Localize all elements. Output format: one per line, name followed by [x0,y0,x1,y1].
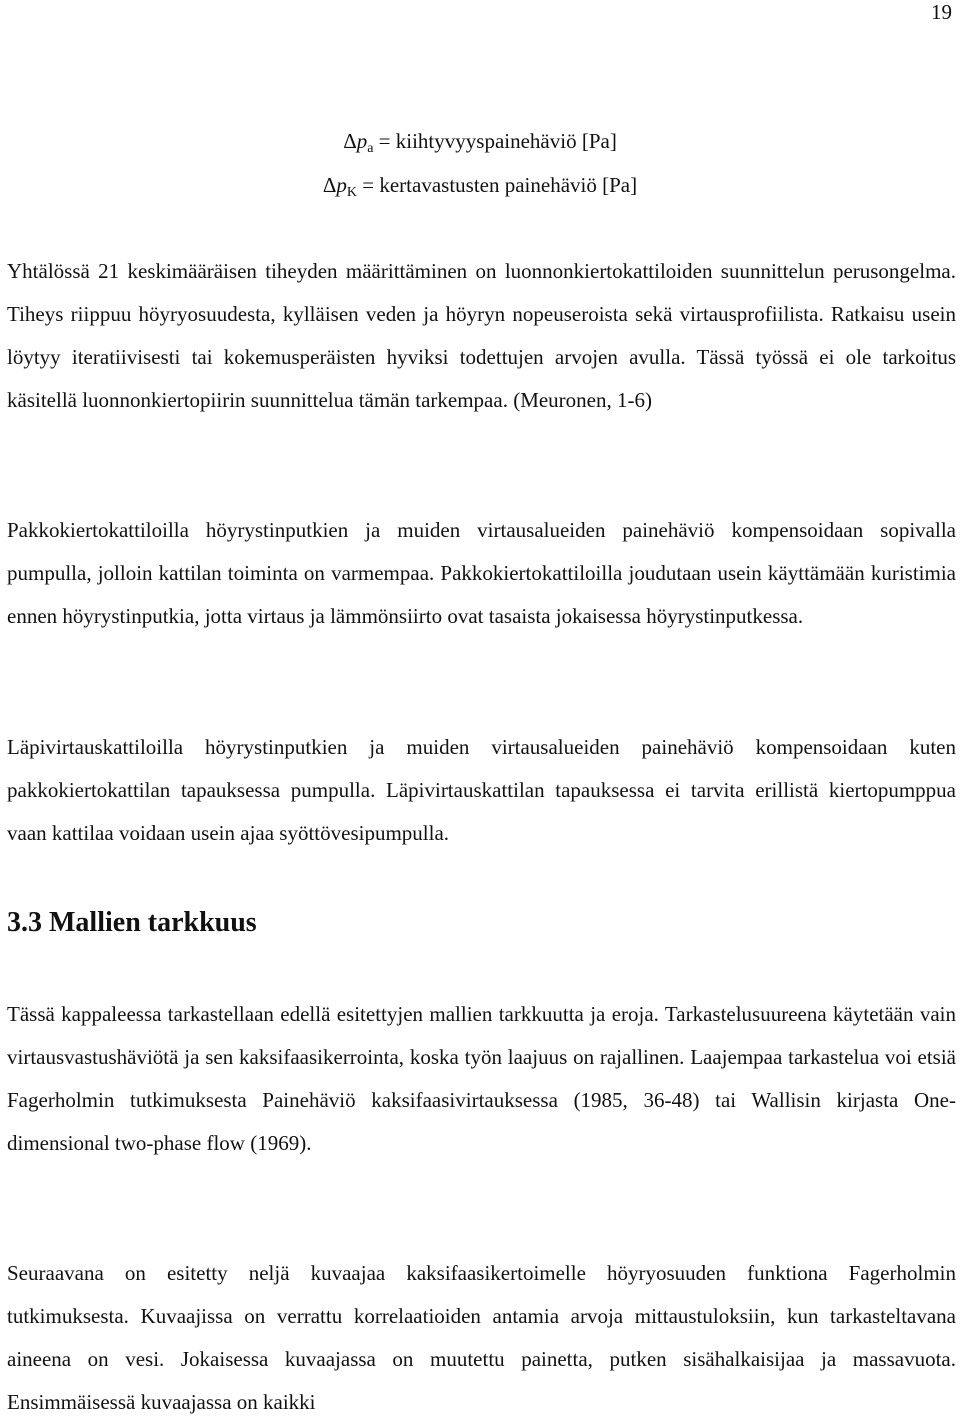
page-number: 19 [931,0,952,24]
variable-symbol: p [356,129,368,153]
delta-symbol: Δ [322,173,337,197]
variable-symbol: p [336,173,347,197]
symbol-description: = kiihtyvyyspainehäviö [Pa] [373,129,617,153]
delta-symbol: Δ [343,129,357,153]
body-paragraph: Tässä kappaleessa tarkastellaan edellä esitettyjen mallien tarkkuutta ja eroja. Tarkastelusuureena käytetään vain virtausvastushäviötä ja sen kaksifaasikerrointa, koska työn laajuus on rajallinen. Laajempaa tarkastelua voi etsiä Fagerholmin tutkimuksesta Painehäviö kaksifaasivirtauksessa (1985, 36-48) tai Wallisin kirjasta One-dimensional two-phase flow (1969). [7,1002,956,1155]
body-paragraph: Seuraavana on esitetty neljä kuvaajaa kaksifaasikertoimelle höyryosuuden funktiona Fagerholmin tutkimuksesta. Kuvaajissa on verrattu korrelaatioiden antamia arvoja mittaustuloksiin, kun tarkasteltavana aineena on vesi. Jokaisessa kuvaajassa on muutettu painetta, putken sisähalkaisijaa ja massavuota. Ensimmäisessä kuvaajassa on kaikki [7,1261,956,1414]
variable-subscript: K [346,185,358,200]
symbol-definition [0,172,960,206]
variable-subscript: a [367,141,374,156]
body-paragraph: Läpivirtauskattiloilla höyrystinputkien ja muiden virtausalueiden painehäviö kompensoidaan kuten pakkokiertokattilan tapauksessa pumpulla. Läpivirtauskattilan tapauksessa ei tarvita erillistä kiertopumppua vaan kattilaa voidaan usein ajaa syöttövesipumpulla. [7,735,956,845]
section-heading: 3.3 Mallien tarkkuus [7,907,257,938]
body-paragraph: Pakkokiertokattiloilla höyrystinputkien ja muiden virtausalueiden painehäviö kompensoidaan sopivalla pumpulla, jolloin kattilan toiminta on varmempaa. Pakkokiertokattiloilla joudutaan usein käyttämään kuristimia ennen höyrystinputkia, jotta virtaus ja lämmönsiirto ovat tasaista jokaisessa höyrystinputkessa. [7,518,956,628]
body-paragraph: Yhtälössä 21 keskimääräisen tiheyden määrittäminen on luonnonkiertokattiloiden suunnittelun perusongelma. Tiheys riippuu höyryosuudesta, kylläisen veden ja höyryn nopeuseroista sekä virtausprofiilista. Ratkaisu usein löytyy iteratiivisesti tai kokemusperäisten hyviksi todettujen arvojen avulla. Tässä työssä ei ole tarkoitus käsitellä luonnonkiertopiirin suunnittelua tämän tarkempaa. (Meuronen, 1-6) [7,259,956,412]
symbol-definition [0,128,960,162]
symbol-description: = kertavastusten painehäviö [Pa] [357,173,638,197]
